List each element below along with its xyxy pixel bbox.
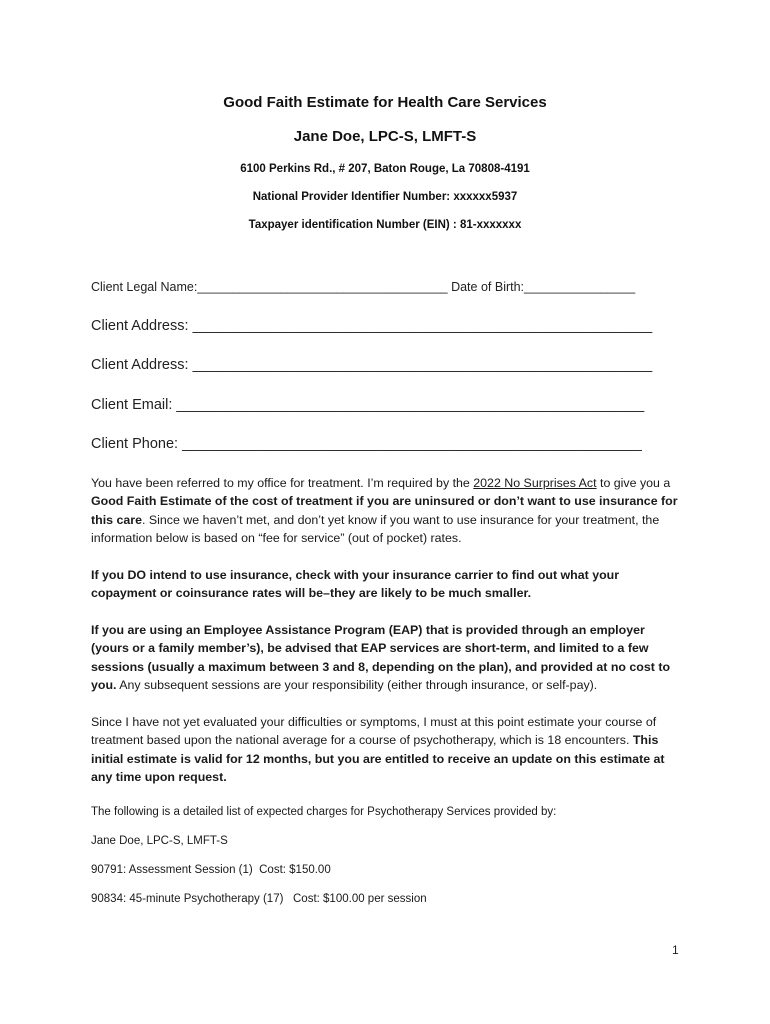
charges-provider: Jane Doe, LPC-S, LMFT-S <box>91 835 228 847</box>
client-address-row-2 <box>91 357 652 373</box>
client-name-label: Client Legal Name: <box>91 280 198 294</box>
client-address-row-1 <box>91 318 652 334</box>
client-name-field[interactable]: ____________________________________ <box>197 280 448 294</box>
estimate-text: Since I have not yet evaluated your difficulties or symptoms, I must at this point estimate your course of treatment based upon the national average for a course of psychotherapy, which is 18 encounters. <box>91 715 657 748</box>
charge-item: 90791: Assessment Session (1) Cost: $150.00 <box>91 864 331 876</box>
insurance-paragraph: If you DO intend to use insurance, check with your insurance carrier to find out what your copayment or coinsurance rates will be–they are likely to be much smaller. <box>91 568 620 601</box>
dob-label: Date of Birth: <box>451 280 525 294</box>
client-address-field[interactable]: _________________________________________________________ <box>192 318 653 334</box>
page-number: 1 <box>672 943 679 957</box>
provider-name: Jane Doe, LPC-S, LMFT-S <box>293 128 477 145</box>
intro-text-a: You have been referred to my office for treatment. I’m required by the <box>91 476 470 490</box>
client-address-field-2[interactable]: _________________________________________________________ <box>192 357 653 373</box>
client-email-field[interactable]: __________________________________________________________ <box>176 397 645 413</box>
intro-paragraph <box>91 474 683 547</box>
intro-text-bold: Good Faith Estimate of the cost of treatment if you are uninsured or don’t want to use insurance for this care <box>91 494 678 527</box>
eap-paragraph <box>91 621 683 694</box>
npi-number: National Provider Identifier Number: xxxxxx5937 <box>252 191 518 203</box>
client-name-row <box>91 280 635 294</box>
client-phone-label: Client Phone: <box>91 436 179 452</box>
client-phone-field[interactable]: _________________________________________________________ <box>182 436 642 452</box>
client-address-label-2: Client Address: <box>91 357 189 373</box>
eap-text-bold: If you are using an Employee Assistance Program (EAP) that is provided through an employer (yours or a family member’s), be advised that EAP services are short-term, and limited to a few sessions (usually a maximum between 3 and 8, depending on the plan), and provided at no cost to you. <box>91 623 671 692</box>
charge-item: 90834: 45-minute Psychotherapy (17) Cost: $100.00 per session <box>91 893 427 905</box>
charges-intro: The following is a detailed list of expected charges for Psychotherapy Services provided by: <box>91 806 557 818</box>
document-title: Good Faith Estimate for Health Care Services <box>223 94 547 111</box>
client-email-label: Client Email: <box>91 397 173 413</box>
eap-text-rest: Any subsequent sessions are your responsibility (either through insurance, or self-pay). <box>119 677 598 692</box>
estimate-text-bold: This initial estimate is valid for 12 months, but you are entitled to receive an update on this estimate at any time upon request. <box>91 733 665 784</box>
client-phone-row <box>91 436 642 452</box>
client-address-label: Client Address: <box>91 318 189 334</box>
intro-text-c: . Since we haven’t met, and don’t yet know if you want to use insurance for your treatment, the information below is based on “fee for service” (out of pocket) rates. <box>91 512 660 545</box>
estimate-paragraph <box>91 713 683 786</box>
ein-number: Taxpayer identification Number (EIN) : 81-xxxxxxx <box>248 219 522 231</box>
provider-address: 6100 Perkins Rd., # 207, Baton Rouge, La 70808-4191 <box>240 163 530 175</box>
client-email-row <box>91 397 644 413</box>
no-surprises-act-link[interactable]: 2022 No Surprises Act <box>473 476 597 490</box>
intro-text-b: to give you a <box>600 476 671 490</box>
dob-field[interactable]: ________________ <box>524 280 636 294</box>
